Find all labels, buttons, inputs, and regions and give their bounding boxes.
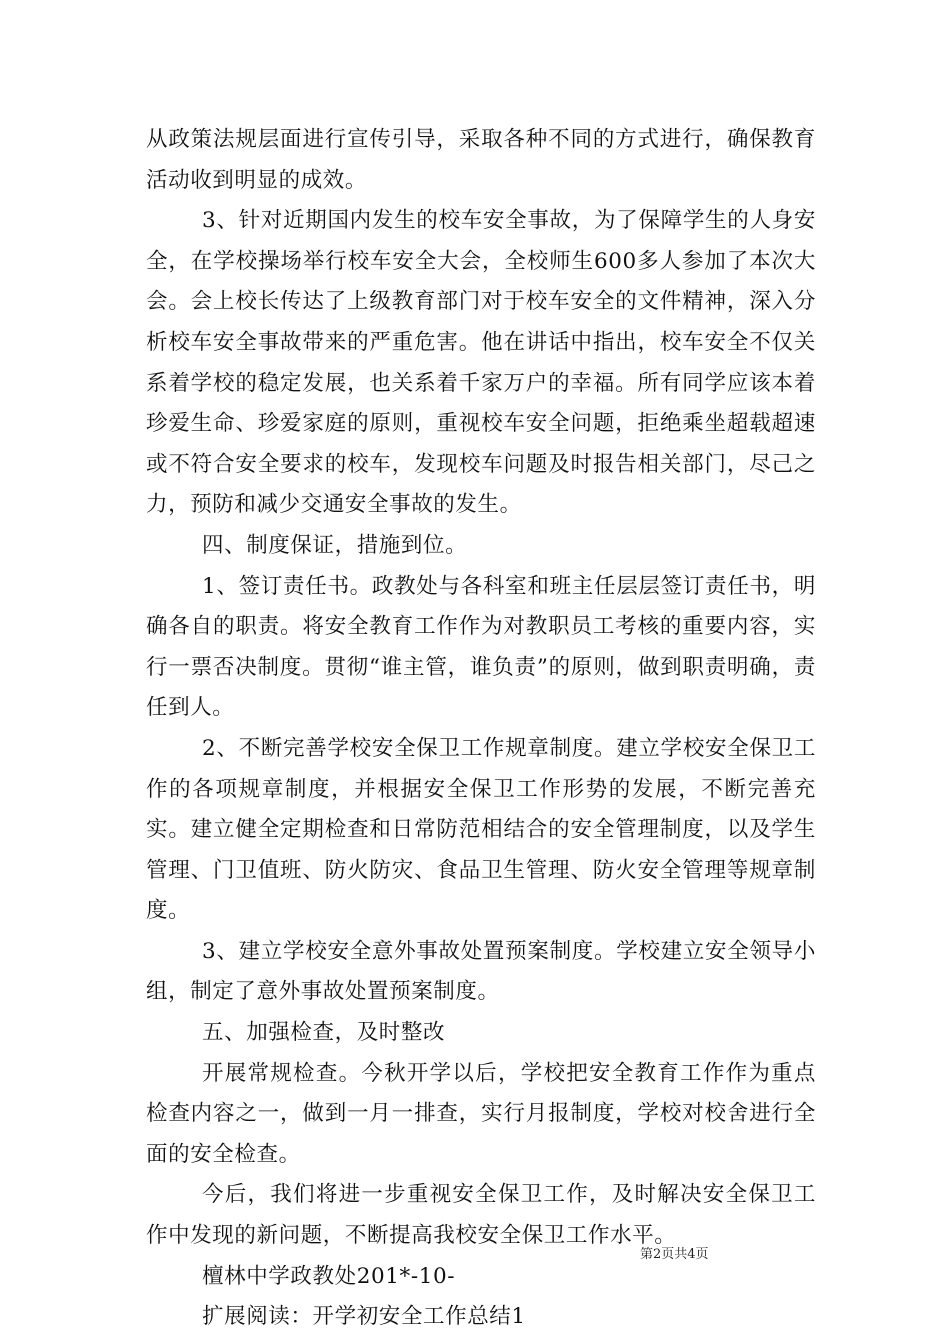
signature-line: 檀林中学政教处201*-10- — [202, 1263, 456, 1289]
page-number-footer: 第2页共4页 — [640, 1247, 709, 1262]
extended-reading-line: 扩展阅读：开学初安全工作总结1 — [202, 1304, 526, 1330]
paragraph-regulations: 2、不断完善学校安全保卫工作规章制度。建立学校安全保卫工作的各项规章制度，并根据安全保卫工作形势的发展，不断完善充实。建立健全定期检查和日常防范相结合的安全管理制度，以及学生管理、门卫值班、防火防灾、食品卫生管理、防火安全管理等规章制度。 — [146, 735, 816, 924]
document-body — [146, 120, 816, 1338]
paragraph-conclusion: 今后，我们将进一步重视安全保卫工作，及时解决安全保卫工作中发现的新问题，不断提高我校安全保卫工作水平。 — [146, 1182, 816, 1249]
heading-system-guarantee: 四、制度保证，措施到位。 — [202, 532, 468, 558]
paragraph-routine-check: 开展常规检查。今秋开学以后，学校把安全教育工作作为重点检查内容之一，做到一月一排查，实行月报制度，学校对校舍进行全面的安全检查。 — [146, 1060, 816, 1167]
paragraph-emergency-plan: 3、建立学校安全意外事故处置预案制度。学校建立安全领导小组，制定了意外事故处置预案制度。 — [146, 938, 816, 1005]
paragraph-school-bus-safety: 3、针对近期国内发生的校车安全事故，为了保障学生的人身安全，在学校操场举行校车安全大会，全校师生600多人参加了本次大会。会上校长传达了上级教育部门对于校车安全的文件精神，深入分析校车安全事故带来的严重危害。他在讲话中指出，校车安全不仅关系着学校的稳定发展，也关系着千家万户的幸福。所有同学应该本着珍爱生命、珍爱家庭的原则，重视校车安全问题，拒绝乘坐超载超速或不符合安全要求的校车，发现校车问题及时报告相关部门，尽己之力，预防和减少交通安全事故的发生。 — [146, 208, 816, 518]
heading-inspection: 五、加强检查，及时整改 — [202, 1020, 446, 1046]
paragraph-responsibility: 1、签订责任书。政教处与各科室和班主任层层签订责任书，明确各自的职责。将安全教育工作作为对教职员工考核的重要内容，实行一票否决制度。贯彻“谁主管，谁负责”的原则，做到职责明确，责任到人。 — [146, 573, 816, 721]
paragraph-continuation: 从政策法规层面进行宣传引导，采取各种不同的方式进行，确保教育活动收到明显的成效。 — [146, 127, 816, 193]
